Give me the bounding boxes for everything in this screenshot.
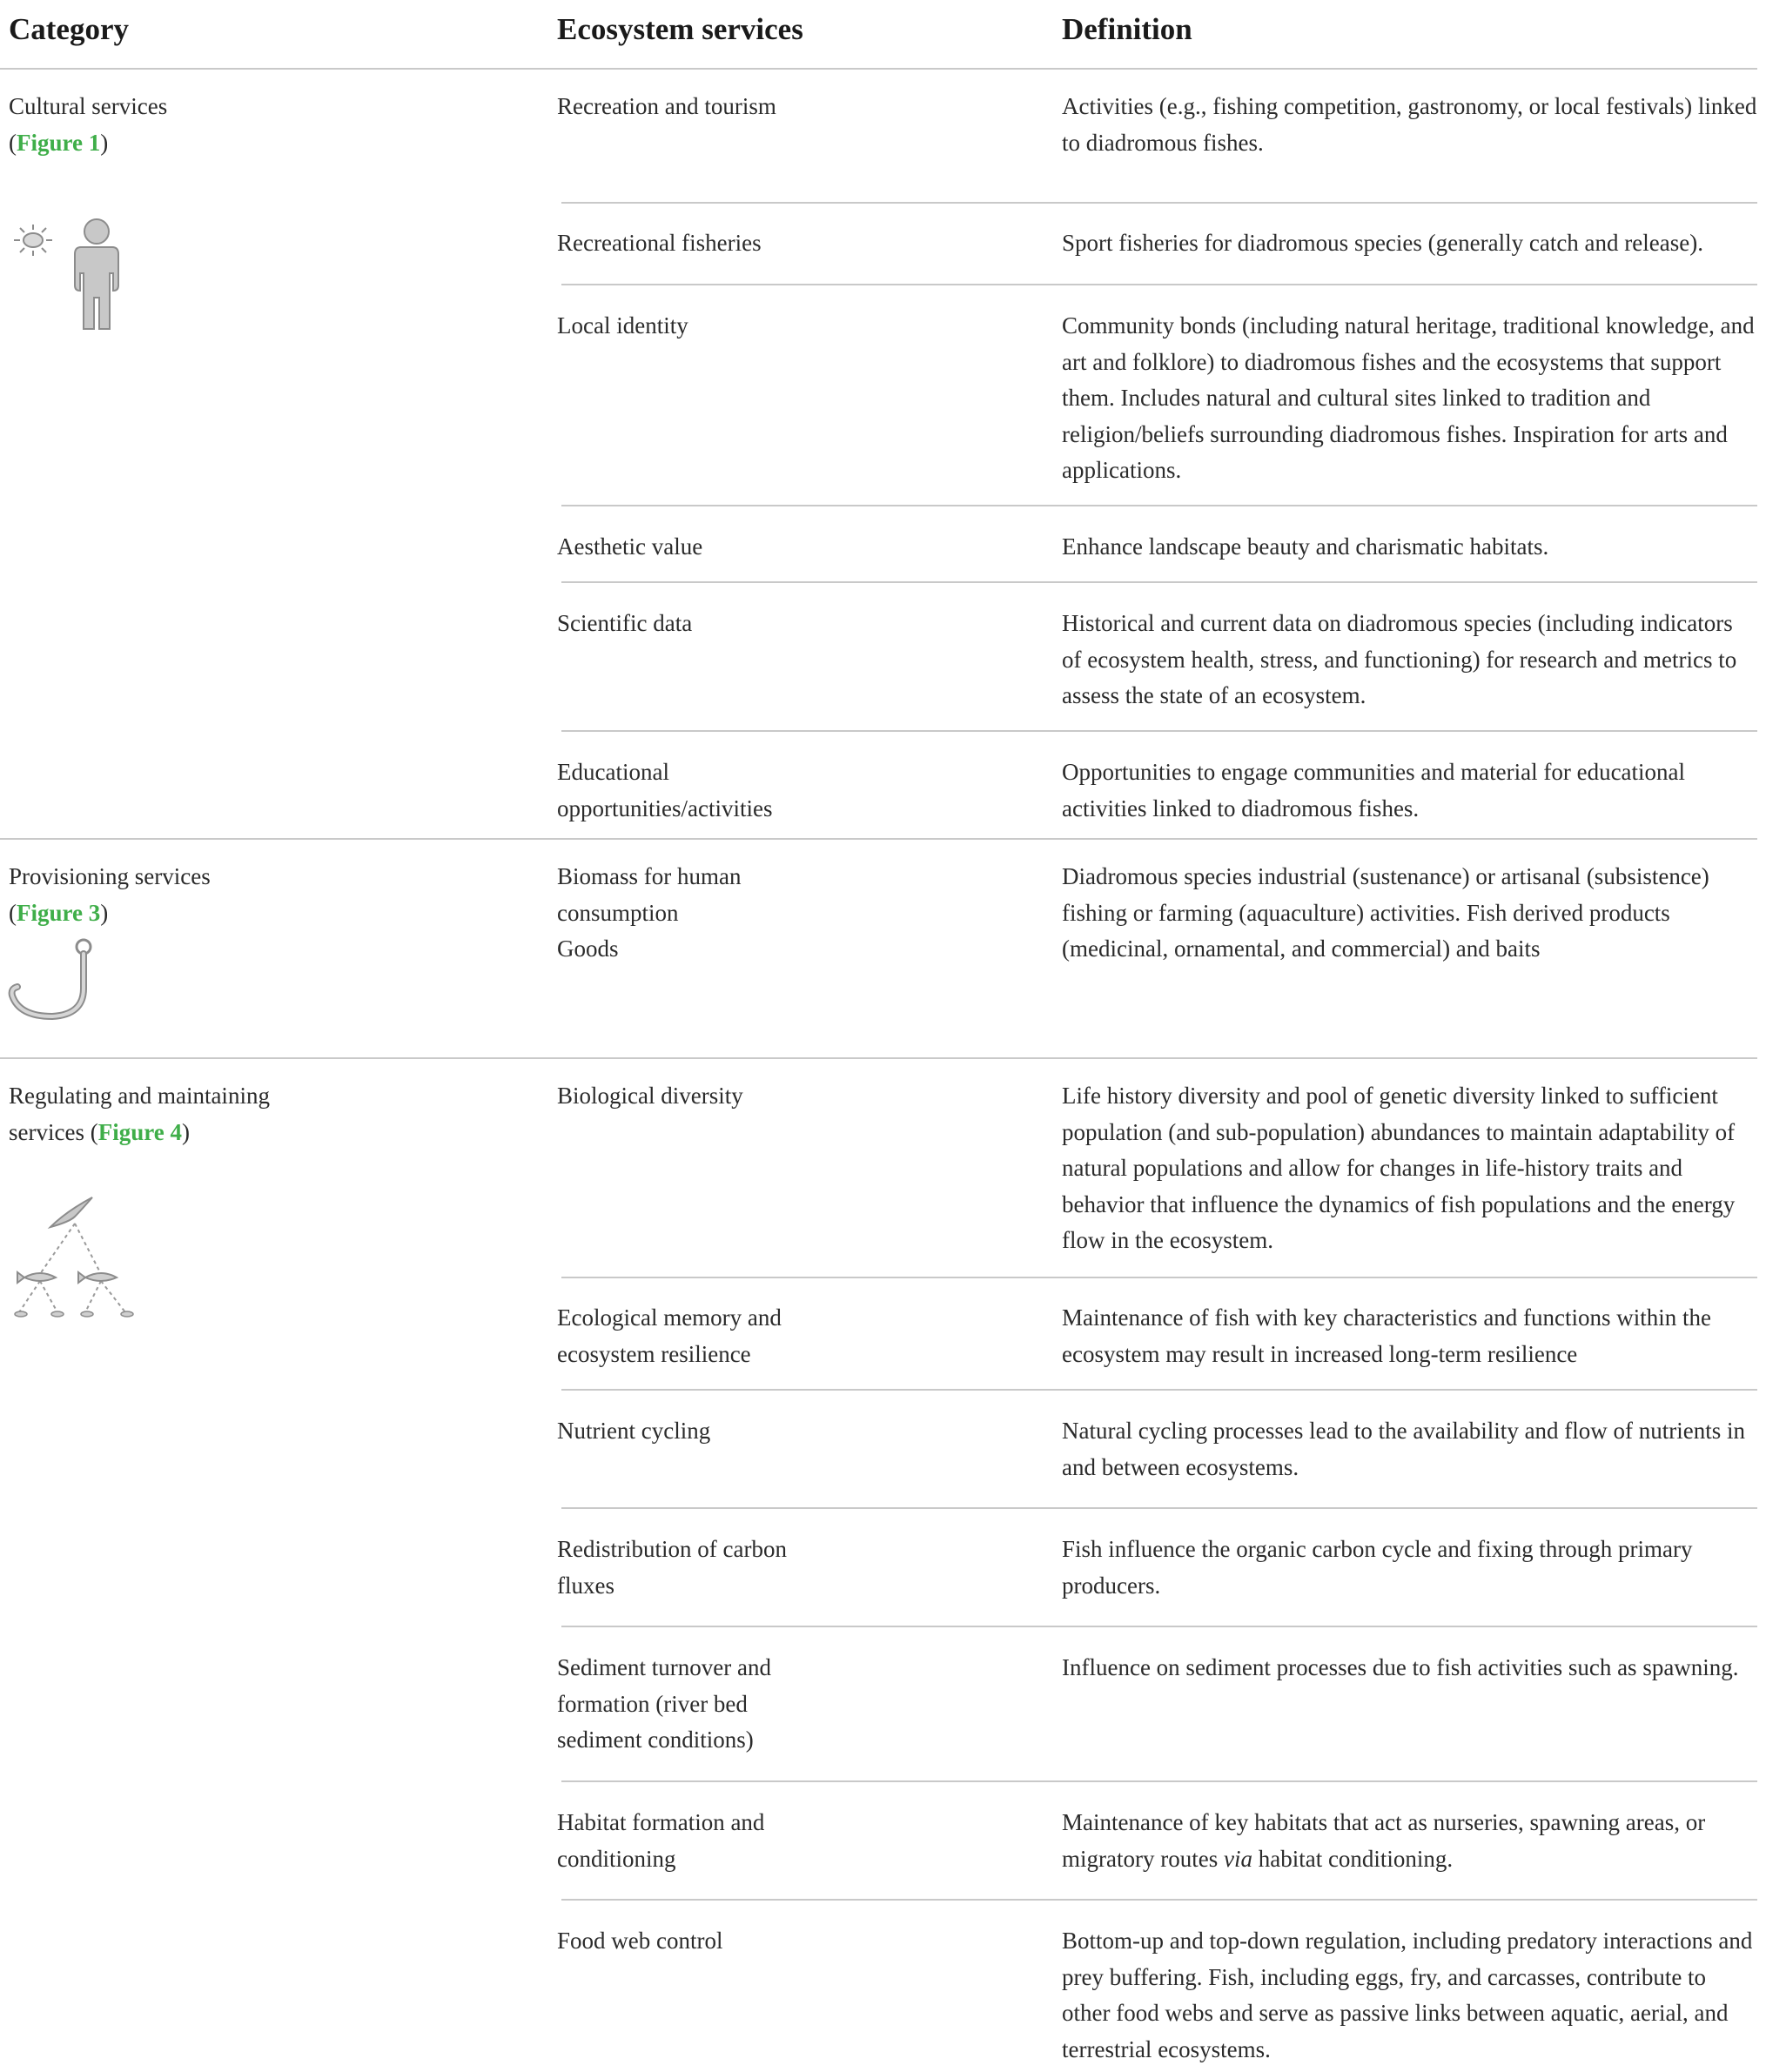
service-educational: Educational opportunities/activities: [557, 759, 773, 821]
figure-3-link[interactable]: Figure 3: [17, 899, 101, 926]
row-divider: [561, 284, 1757, 285]
definition-biomass: Diadromous species industrial (sustenance) or artisanal (subsistence) fishing or farming (aquaculture) activities. Fish derived products (medicinal, ornamental, and commercial) and baits: [1062, 863, 1709, 962]
definition-biological-diversity: Life history diversity and pool of genetic diversity linked to sufficient population (and sub-population) abundances to maintain adaptability of natural populations and allow for changes in life-history traits and behavior that influence the dynamics of fish populations and the energy flow in the ecosystem.: [1062, 1083, 1736, 1253]
service-biological-diversity: Biological diversity: [557, 1083, 743, 1109]
person-sun-icon: [7, 214, 138, 332]
service-aesthetic-value: Aesthetic value: [557, 533, 703, 560]
service-recreation-tourism: Recreation and tourism: [557, 93, 776, 119]
service-scientific-data: Scientific data: [557, 610, 693, 636]
header-divider: [0, 68, 1757, 70]
category-provisioning: Provisioning services (Figure 3): [9, 863, 211, 926]
figure-4-link[interactable]: Figure 4: [97, 1118, 182, 1145]
definition-scientific-data: Historical and current data on diadromous species (including indicators of ecosystem health, stress, and functioning) for research and metrics to assess the state of an ecosystem.: [1062, 610, 1737, 708]
header-category: Category: [9, 12, 130, 46]
service-ecological-memory: Ecological memory and ecosystem resilience: [557, 1304, 782, 1367]
service-local-identity: Local identity: [557, 312, 688, 339]
definition-sediment-turnover: Influence on sediment processes due to fish activities such as spawning.: [1062, 1654, 1739, 1680]
food-web-icon: [5, 1192, 144, 1323]
definition-educational: Opportunities to engage communities and material for educational activities linked to diadromous fishes.: [1062, 759, 1686, 821]
service-nutrient-cycling: Nutrient cycling: [557, 1418, 711, 1444]
service-food-web-control: Food web control: [557, 1928, 723, 1954]
service-biomass: Biomass for human consumption Goods: [557, 863, 742, 962]
definition-local-identity: Community bonds (including natural heritage, traditional knowledge, and art and folklore) to diadromous fishes and the ecosystems that support them. Includes natural and cultural sites linked to tradition and religion/beliefs surrounding diadromous fishes. Inspiration for arts and applications.: [1062, 312, 1755, 483]
service-habitat-formation: Habitat formation and conditioning: [557, 1809, 765, 1872]
row-divider: [561, 202, 1757, 204]
definition-food-web-control: Bottom-up and top-down regulation, including predatory interactions and prey buffering. Fish, including eggs, fry, and carcasses, contribute to other food webs and serve as passive links between aquatic, aerial, and terrestrial ecosystems.: [1062, 1928, 1753, 2062]
section-divider: [0, 838, 1757, 840]
row-divider: [561, 581, 1757, 583]
definition-carbon-fluxes: Fish influence the organic carbon cycle and fixing through primary producers.: [1062, 1536, 1693, 1599]
definition-recreation-tourism: Activities (e.g., fishing competition, gastronomy, or local festivals) linked to diadromous fishes.: [1062, 93, 1757, 156]
row-divider: [561, 1277, 1757, 1278]
fish-hook-icon: [7, 938, 103, 1022]
definition-nutrient-cycling: Natural cycling processes lead to the availability and flow of nutrients in and between ecosystems.: [1062, 1418, 1746, 1480]
header-ecosystem-services: Ecosystem services: [557, 12, 803, 46]
row-divider: [561, 505, 1757, 506]
service-goods: Goods: [557, 935, 619, 962]
row-divider: [561, 1507, 1757, 1509]
definition-aesthetic-value: Enhance landscape beauty and charismatic habitats.: [1062, 533, 1549, 560]
definition-recreational-fisheries: Sport fisheries for diadromous species (generally catch and release).: [1062, 230, 1703, 256]
service-recreational-fisheries: Recreational fisheries: [557, 230, 762, 256]
row-divider: [561, 1780, 1757, 1782]
category-regulating: Regulating and maintaining services (Figure 4): [9, 1083, 270, 1145]
section-divider: [0, 1057, 1757, 1059]
definition-habitat-formation: Maintenance of key habitats that act as nurseries, spawning areas, or migratory routes via habitat conditioning.: [1062, 1809, 1706, 1872]
service-carbon-fluxes: Redistribution of carbon fluxes: [557, 1536, 787, 1599]
category-cultural: Cultural services (Figure 1): [9, 93, 168, 156]
figure-1-link[interactable]: Figure 1: [17, 129, 101, 156]
service-sediment-turnover: Sediment turnover and formation (river bed sediment conditions): [557, 1654, 771, 1753]
row-divider: [561, 1389, 1757, 1391]
category-label: Regulating and maintaining services: [9, 1083, 270, 1145]
row-divider: [561, 1626, 1757, 1627]
category-label: Provisioning services: [9, 863, 211, 889]
category-label: Cultural services: [9, 93, 168, 119]
row-divider: [561, 730, 1757, 732]
header-definition: Definition: [1062, 12, 1192, 46]
row-divider: [561, 1899, 1757, 1901]
definition-ecological-memory: Maintenance of fish with key characteristics and functions within the ecosystem may result in increased long-term resilience: [1062, 1304, 1712, 1367]
